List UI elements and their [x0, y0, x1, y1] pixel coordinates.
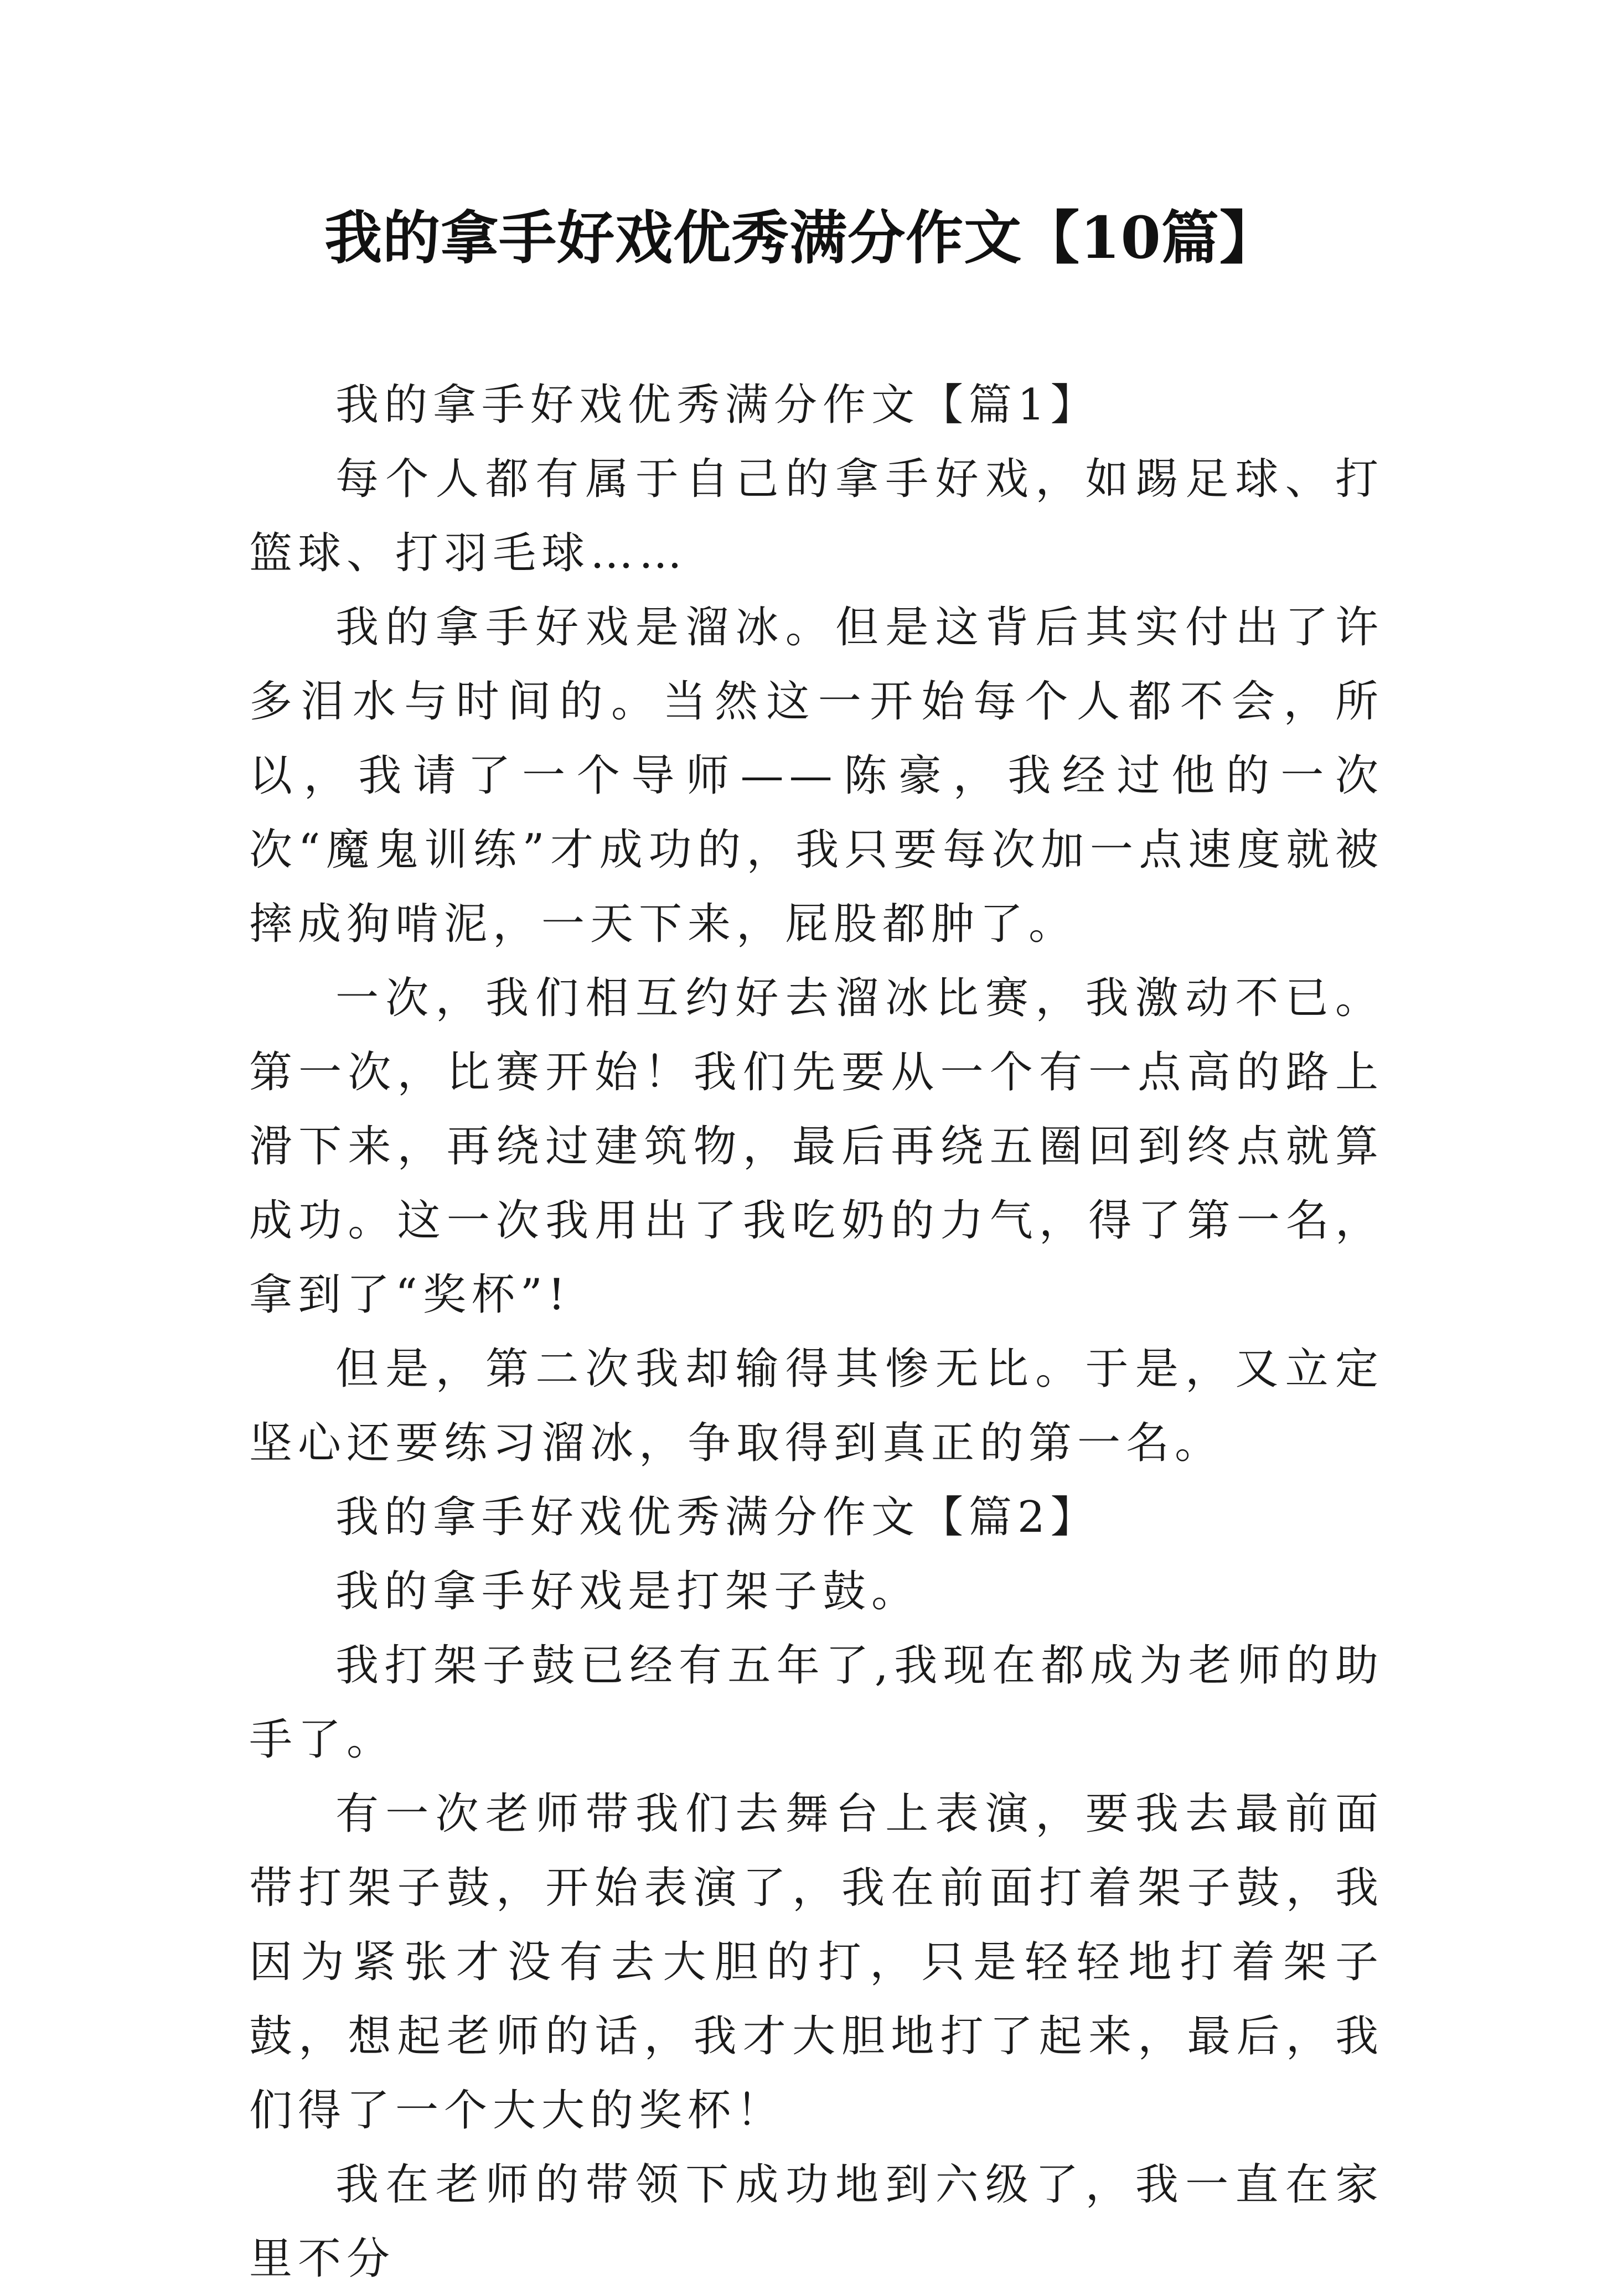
- body-paragraph: 我的拿手好戏是溜冰。但是这背后其实付出了许多泪水与时间的。当然这一开始每个人都不会，所以，我请了一个导师——陈豪，我经过他的一次次“魔鬼训练”才成功的，我只要每次加一点速度就被摔成狗啃泥，一天下来，屁股都肿了。: [249, 603, 1384, 949]
- body-paragraph: 我打架子鼓已经有五年了,我现在都成为老师的助手了。: [249, 1641, 1384, 1765]
- body-paragraph: 但是，第二次我却输得其惨无比。于是，又立定坚心还要练习溜冰，争取得到真正的第一名。: [249, 1344, 1384, 1468]
- body-paragraph: 有一次老师带我们去舞台上表演，要我去最前面带打架子鼓，开始表演了，我在前面打着架子鼓，我因为紧张才没有去大胆的打，只是轻轻地打着架子鼓，想起老师的话，我才大胆地打了起来，最后，我们得了一个大大的奖杯！: [249, 1789, 1384, 2136]
- section-heading-2: 我的拿手好戏优秀满分作文【篇2】: [335, 1492, 1099, 1542]
- body-paragraph: 我在老师的带领下成功地到六级了，我一直在家里不分: [249, 2160, 1384, 2284]
- body-paragraph: 每个人都有属于自己的拿手好戏，如踢足球、打篮球、打羽毛球……: [249, 454, 1384, 578]
- body-paragraph: 我的拿手好戏是打架子鼓。: [335, 1567, 921, 1616]
- document-title: 我的拿手好戏优秀满分作文【10篇】: [324, 204, 1278, 272]
- body-paragraph: 一次，我们相互约好去溜冰比赛，我激动不已。第一次，比赛开始！我们先要从一个有一点高的路上滑下来，再绕过建筑物，最后再绕五圈回到终点就算成功。这一次我用出了我吃奶的力气，得了第一名，拿到了“奖杯”!: [249, 973, 1384, 1320]
- section-heading-1: 我的拿手好戏优秀满分作文【篇1】: [335, 380, 1099, 430]
- document-body: [249, 368, 1384, 2296]
